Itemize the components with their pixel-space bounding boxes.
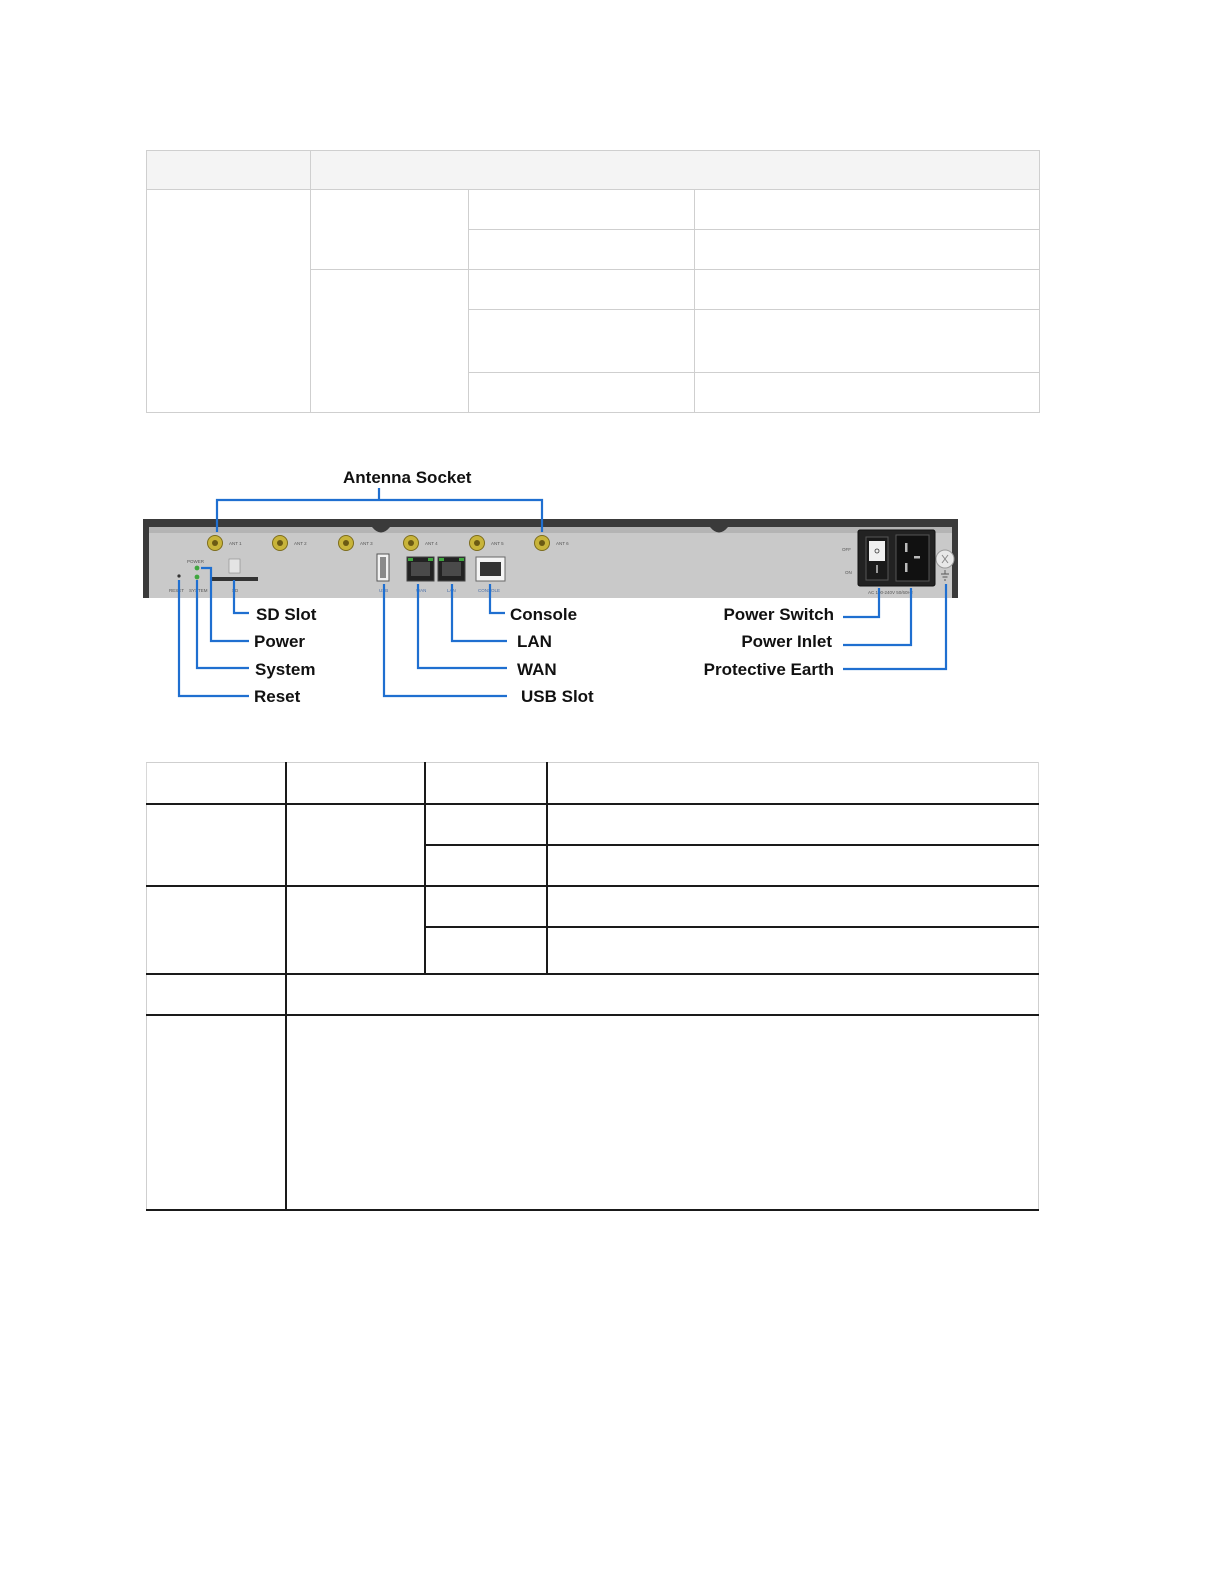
table-cell — [695, 310, 1040, 373]
callout-usb-slot: USB Slot — [521, 687, 594, 706]
table-cell — [311, 151, 1040, 190]
table-cell — [147, 190, 311, 413]
table-cell — [311, 190, 469, 270]
table-cell — [469, 190, 695, 230]
system-label: SYSTEM — [189, 588, 208, 593]
lan-port-icon — [438, 557, 465, 581]
sd-card-icon — [229, 559, 240, 573]
table-cell — [286, 763, 425, 804]
table-cell — [147, 763, 286, 804]
antenna-socket-3-icon — [339, 536, 354, 551]
system-led-icon — [195, 575, 200, 580]
lan-label: LAN — [447, 588, 456, 593]
table-cell — [469, 230, 695, 270]
ant3-label: ANT 3 — [360, 541, 373, 546]
table-cell — [147, 151, 311, 190]
on-label: ON — [845, 570, 852, 575]
table-cell — [695, 270, 1040, 310]
console-label: CONSOLE — [478, 588, 501, 593]
power-led-icon — [195, 566, 200, 571]
callout-power: Power — [254, 632, 306, 651]
table-cell — [425, 845, 547, 886]
table-cell — [147, 804, 286, 886]
power-module-icon — [858, 530, 935, 586]
table-cell — [286, 1015, 1039, 1210]
table-cell — [469, 373, 695, 413]
table-cell — [425, 804, 547, 845]
table-cell — [469, 270, 695, 310]
sd-label: SD — [232, 588, 239, 593]
antenna-socket-2-icon — [273, 536, 288, 551]
table-cell — [547, 804, 1039, 845]
ant1-label: ANT 1 — [229, 541, 242, 546]
console-port-icon — [476, 557, 505, 581]
table-cell — [695, 190, 1040, 230]
reset-pinhole-icon — [177, 574, 180, 577]
callout-sd-slot: SD Slot — [256, 605, 317, 624]
table-cell — [147, 886, 286, 974]
rear-panel-figure — [138, 460, 968, 720]
table-cell — [469, 310, 695, 373]
spec-table-bottom — [146, 762, 1039, 1211]
table-cell — [425, 763, 547, 804]
wan-port-icon — [407, 557, 434, 581]
antenna-socket-4-icon — [404, 536, 419, 551]
antenna-socket-1-icon — [208, 536, 223, 551]
ant2-label: ANT 2 — [294, 541, 307, 546]
table-cell — [695, 373, 1040, 413]
table-cell — [286, 804, 425, 886]
reset-label: RESET — [169, 588, 185, 593]
ant4-label: ANT 4 — [425, 541, 438, 546]
ant5-label: ANT 5 — [491, 541, 504, 546]
table-cell — [547, 886, 1039, 927]
spec-table-top — [146, 150, 1040, 413]
callout-power-switch: Power Switch — [723, 605, 834, 624]
device-rear-panel — [143, 519, 958, 598]
rating-label: AC 100-240V 50/60Hz — [868, 590, 914, 595]
callout-antenna-socket: Antenna Socket — [343, 468, 472, 487]
table-cell — [425, 927, 547, 974]
antenna-socket-6-icon — [535, 536, 550, 551]
usb-label: USB — [379, 588, 389, 593]
table-cell — [547, 927, 1039, 974]
table-cell — [311, 270, 469, 413]
callout-power-inlet: Power Inlet — [741, 632, 832, 651]
table-cell — [695, 230, 1040, 270]
callout-reset: Reset — [254, 687, 301, 706]
wan-label: WAN — [416, 588, 427, 593]
table-cell — [286, 974, 1039, 1015]
callout-lan: LAN — [517, 632, 552, 651]
callout-system: System — [255, 660, 316, 679]
callout-protective-earth: Protective Earth — [703, 660, 834, 679]
table-cell — [547, 763, 1039, 804]
callout-console: Console — [510, 605, 578, 624]
table-cell — [286, 886, 425, 974]
ant6-label: ANT 6 — [556, 541, 569, 546]
callout-wan: WAN — [517, 660, 557, 679]
off-label: OFF — [842, 547, 851, 552]
power-led-label: POWER — [187, 559, 205, 564]
usb-port-icon — [377, 554, 389, 581]
antenna-socket-5-icon — [470, 536, 485, 551]
table-cell — [547, 845, 1039, 886]
table-cell — [425, 886, 547, 927]
table-cell — [147, 1015, 286, 1210]
table-cell — [147, 974, 286, 1015]
